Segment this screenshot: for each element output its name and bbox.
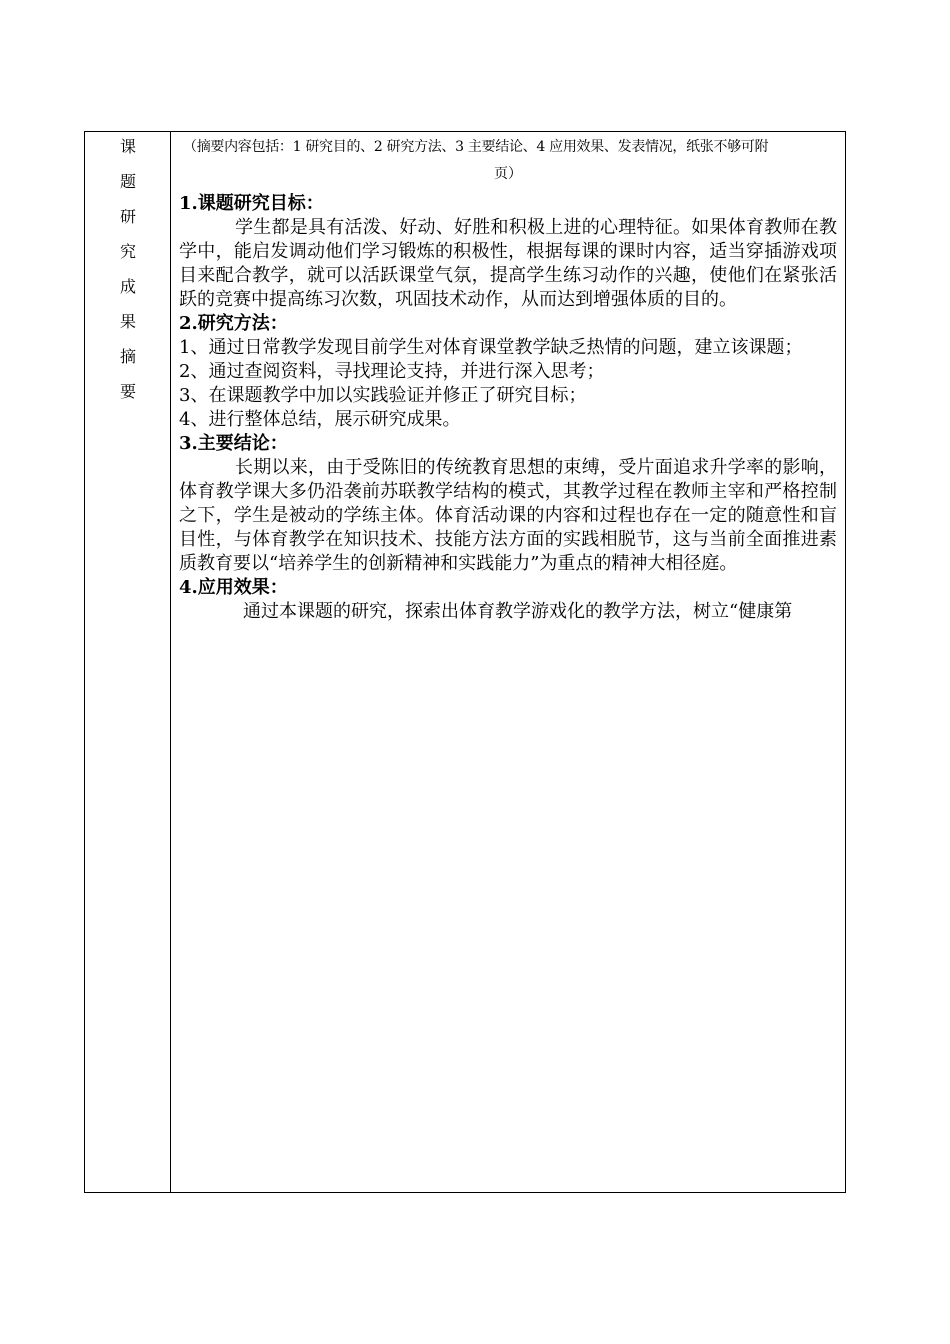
instruction-line-2: 页） [494,166,522,182]
row-label-cell [85,132,171,1192]
abstract-table [84,131,846,1193]
label-char: 果 [119,312,136,331]
abstract-body [179,192,837,624]
conclusion-paragraph: 长期以来，由于受陈旧的传统教育思想的束缚，受片面追求升学率的影响，体育教学课大多仍沿袭前苏联教学结构的模式，其教学过程在教师主宰和严格控制之下，学生是被动的学练主体。体育活动课的内容和过程也存在一定的随意性和盲目性，与体育教学在知识技术、技能方法方面的实践相脱节，这与当前全面推进素质教育要以“培养学生的创新精神和实践能力”为重点的精神大相径庭。 [179,457,837,574]
label-char: 成 [119,277,136,296]
instruction-line-1: （摘要内容包括：1 研究目的、2 研究方法、3 主要结论、4 应用效果、发表情况，纸张不够可附 [183,139,769,155]
goal-paragraph: 学生都是具有活泼、好动、好胜和积极上进的心理特征。如果体育教师在教学中，能启发调动他们学习锻炼的积极性，根据每课的课时内容，适当穿插游戏项目来配合教学，就可以活跃课堂气氛，提高学生练习动作的兴趣，使他们在紧张活跃的竞赛中提高练习次数，巩固技术动作，从而达到增强体质的目的。 [179,217,837,310]
method-item: 4、进行整体总结，展示研究成果。 [179,409,461,430]
section-heading-method: 2.研究方法： [179,313,288,334]
section-heading-effect: 4.应用效果： [179,577,288,598]
label-char: 课 [119,137,136,156]
label-char: 题 [119,172,136,191]
method-item: 3、在课题教学中加以实践验证并修正了研究目标； [179,385,587,406]
label-char: 究 [119,242,136,261]
label-char: 研 [119,207,136,226]
method-item: 1、通过日常教学发现目前学生对体育课堂教学缺乏热情的问题，建立该课题； [179,337,803,358]
method-item: 2、通过查阅资料，寻找理论支持，并进行深入思考； [179,361,605,382]
row-label [85,135,171,415]
label-char: 摘 [119,347,136,366]
effect-paragraph: 通过本课题的研究，探索出体育教学游戏化的教学方法，树立“健康第 [243,601,793,622]
section-heading-goal: 1.课题研究目标： [179,193,324,214]
label-char: 要 [119,382,136,401]
abstract-content-cell [171,132,845,1192]
instruction-note [179,129,837,189]
section-heading-conclusion: 3.主要结论： [179,433,288,454]
